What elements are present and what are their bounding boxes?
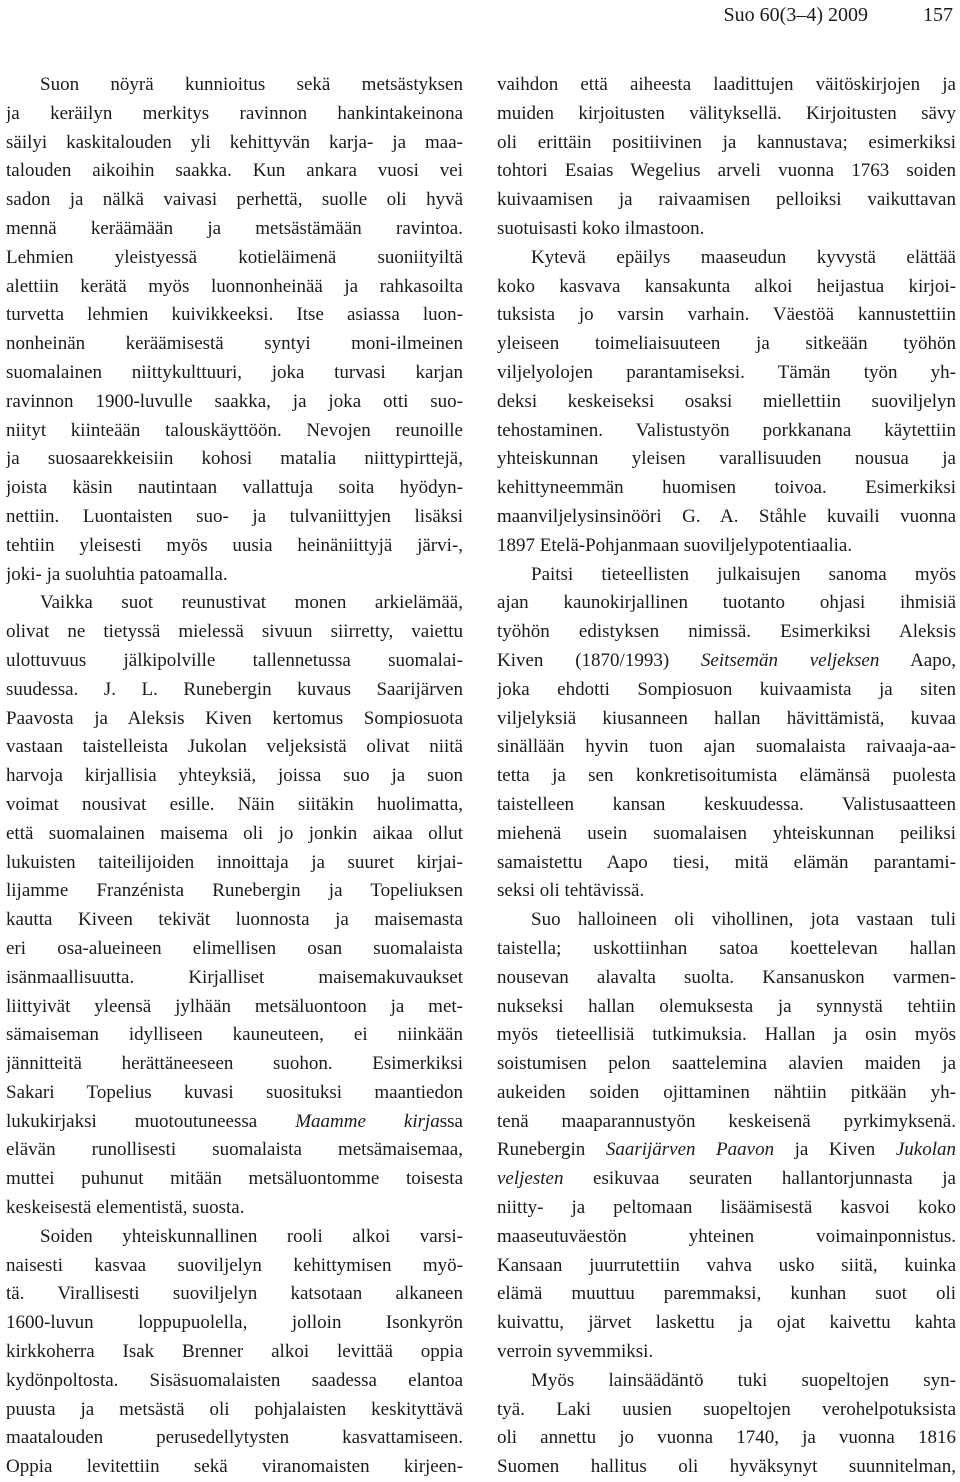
text-line: ja suosaarekkeisiin kohosi matalia niittypirttejä,: [6, 448, 463, 470]
text-line: jännitteitä herättäneeseen suohon. Esimerkiksi: [6, 1053, 463, 1075]
text-line: tehostaminen. Valistustyön porkkanana käytettiin: [497, 419, 956, 441]
text-line: turvetta lehmien kuivikkeeksi. Itse asiassa luon-: [6, 304, 463, 326]
page-header: [0, 0, 960, 40]
text-line: isänmaallisuutta. Kirjalliset maisemakuvaukset: [6, 966, 463, 988]
text-line: viljelyolojen parantamiseksi. Tämän työn yh-: [497, 361, 956, 383]
text-line: että suomalainen maisema oli jo jonkin aikaa ollut: [6, 822, 463, 844]
text-line: Paavosta ja Aleksis Kiven kertomus Sompiosuota: [6, 707, 463, 729]
text-line: naisesti kasvaa suoviljelyn kehittymisen myö-: [6, 1254, 463, 1276]
text-line: tyä. Laki uusien suopeltojen verohelpotuksista: [497, 1398, 956, 1420]
text-line: Kytevä epäilys maaseudun kyvystä elättää: [531, 246, 956, 268]
text-line: muiden kirjoitusten välityksellä. Kirjoitusten sävy: [497, 102, 956, 124]
text-line: koko kasvava kansakunta alkoi heijastua kirjoi-: [497, 275, 956, 297]
text-line: suudessa. J. L. Runebergin kuvaus Saarijärven: [6, 678, 463, 700]
text-line: ajan kaunokirjallinen tuotanto ohjasi ihmisiä: [497, 592, 956, 614]
text-line: kuivaamisen ja raivaamisen pelloiksi vaikuttavan: [497, 189, 956, 211]
text-line: voimat nousivat esille. Näin siitäkin huolimatta,: [6, 793, 463, 815]
text-line: aukeiden soiden ojittaminen nähtiin pitkään yh-: [497, 1081, 956, 1103]
text-line: tohtori Esaias Wegelius arveli vuonna 1763 soiden: [497, 160, 956, 182]
text-line: niitty- ja peltomaan lisäämisestä kasvoi koko: [497, 1197, 956, 1219]
text-line: vaihdon että aiheesta laadittujen väitöskirjojen ja: [497, 74, 956, 95]
text-span: lukukirjaksi muotoutuneessa: [6, 1110, 296, 1132]
text-line: kydönpoltosta. Sisäsuomalaisten saadessa elantoa: [6, 1369, 463, 1391]
text-line: Lehmien yleistyessä kotieläimenä suoniityiltä: [6, 246, 463, 268]
text-line: viljelyksiä kiusanneen hallan hävittämistä, kuvaa: [497, 707, 956, 729]
text-line: suomalainen niittykulttuuri, joka turvasi karjan: [6, 361, 463, 383]
text-line: lukuisten taiteilijoiden innoittaja ja suuret kirjai-: [6, 851, 463, 873]
text-line: Sakari Topelius kuvasi suosituksi maantiedon: [6, 1081, 463, 1103]
text-line: kautta Kiveen tekivät luonnosta ja maisemasta: [6, 909, 463, 931]
text-line: elämä muuttuu paremmaksi, kunhan suot oli: [497, 1283, 956, 1305]
text-line: Vaikka suot reunustivat monen arkielämää,: [40, 592, 463, 614]
text-line: harvoja kirjallisia yhteyksiä, joissa suo ja suon: [6, 765, 463, 787]
text-line: joka ehdotti Sompiosuon kuivaamista ja siten: [497, 678, 956, 700]
text-line: nukseksi hallan olemuksesta ja synnystä tehtiin: [497, 995, 956, 1017]
text-line: nettiin. Luontaisten suo- ja tulvaniittyjen lisäksi: [6, 505, 463, 527]
italic-title: veljesten: [497, 1168, 564, 1190]
text-line: yhteiskunnan yleisen varallisuuden nousua ja: [497, 448, 956, 470]
text-line: liittyivät yleensä jylhään metsäluontoon ja met-: [6, 995, 463, 1017]
text-line: ja keräilyn merkitys ravinnon hankintakeinona: [6, 102, 463, 124]
text-line: suotuisasti koko ilmastoon.: [497, 217, 705, 239]
journal-citation: Suo 60(3–4) 2009: [723, 4, 868, 26]
text-line: ulottuvuus jälkipolville tallennetussa suomalai-: [6, 649, 463, 671]
text-line: verroin syvemmiksi.: [497, 1341, 654, 1363]
text-line: kuivattu, järvet laskettu ja ojat kaivettu kahta: [497, 1312, 956, 1334]
text-line: lijamme Franzénista Runebergin ja Topeliuksen: [6, 880, 463, 902]
text-line: talouden aikoihin saakka. Kun ankara vuosi vei: [6, 160, 463, 182]
text-line: samaistettu Aapo tiesi, mitä elämän parantami-: [497, 851, 956, 873]
text-line: niityt kiinteään talouskäyttöön. Nevojen reunoille: [6, 419, 463, 441]
text-line: sadon ja nälkä vaivasi perhettä, suolle oli hyvä: [6, 189, 463, 211]
text-line: Suo halloineen oli vihollinen, jota vastaan tuli: [531, 909, 956, 931]
text-line: deksi keskeiseksi osaksi miellettiin suoviljelyn: [497, 390, 956, 412]
text-line: nonheinän keräämisestä syntyi moni-ilmeinen: [6, 333, 463, 355]
text-line: mennä keräämään ja metsästämään ravintoa.: [6, 217, 463, 239]
text-line: joki- ja suoluhtia patoamalla.: [6, 563, 228, 585]
text-line: [497, 1165, 956, 1194]
text-line: tetta ja sen konkretisoitumista elämänsä puolesta: [497, 765, 956, 787]
text-line: tä. Virallisesti suoviljelyn katsotaan alkaneen: [6, 1283, 463, 1305]
text-line: tenä maaparannustyön keskeisenä pyrkimyksenä.: [497, 1110, 956, 1132]
italic-title: Seitsemän veljeksen: [700, 649, 880, 671]
text-line: ravinnon 1900-luvulle saakka, ja joka otti suo-: [6, 390, 463, 412]
text-line: alettiin kerätä myös luonnonheinää ja rahkasoilta: [6, 275, 463, 297]
text-line: [497, 647, 956, 676]
left-text-column: [6, 71, 463, 1482]
text-line: tehtiin yleisesti myös uusia heinäniittyjä järvi-,: [6, 534, 463, 556]
text-line: [497, 1136, 956, 1165]
text-line: Oppia levitettiin sekä viranomaisten kirjeen-: [6, 1456, 463, 1478]
text-line: nousevan alavalta suolta. Kansanuskon varmen-: [497, 966, 956, 988]
text-line: työhön edistyksen nimissä. Esimerkiksi Aleksis: [497, 621, 956, 643]
text-line: tuksista jo varsin varhain. Väestöä kannustettiin: [497, 304, 956, 326]
text-line: joista käsin nautintaan vallattuja soita hyödyn-: [6, 477, 463, 499]
text-line: myös tieteellisiä tutkimuksia. Hallan ja osin myös: [497, 1024, 956, 1046]
text-line: eri osa-alueineen elimellisen osan suomalaista: [6, 937, 463, 959]
text-line: sämaiseman idylliseen kauneuteen, ei niinkään: [6, 1024, 463, 1046]
text-line: oli erittäin positiivinen ja kannustava; esimerkiksi: [497, 131, 956, 153]
page-number: 157: [923, 4, 953, 26]
text-line: kirkkoherra Isak Brenner alkoi levittää oppia: [6, 1341, 463, 1363]
text-line: elävän runollisesti suomalaista metsämaisemaa,: [6, 1139, 463, 1161]
text-span: Runebergin: [497, 1139, 606, 1161]
text-line: maatalouden perusedellytysten kasvattamiseen.: [6, 1427, 463, 1449]
text-line: maanviljelysinsinööri G. A. Ståhle kuvaili vuonna: [497, 505, 956, 527]
text-line: taistella; uskottiinhan satoa koettelevan hallan: [497, 937, 956, 959]
text-line: oli annettu jo vuonna 1740, ja vuonna 1816: [497, 1427, 956, 1449]
text-line: säilyi kaskitalouden yli kehittyvän karja- ja maa-: [6, 131, 463, 153]
text-line: keskeisestä elementistä, suosta.: [6, 1197, 245, 1219]
text-span: ja Kiven: [774, 1139, 896, 1161]
text-line: Suon nöyrä kunnioitus sekä metsästyksen: [40, 74, 463, 95]
text-line: soistumisen pelon saattelemina alavien maiden ja: [497, 1053, 956, 1075]
text-span: Aapo,: [879, 649, 956, 671]
text-line: 1897 Etelä-Pohjanmaan suoviljelypotentiaalia.: [497, 534, 853, 556]
text-line: seksi oli tehtävissä.: [497, 880, 645, 902]
text-line: kehittyneemmän huomisen toivoa. Esimerkiksi: [497, 477, 956, 499]
text-line: vastaan taistelleista Jukolan veljeksistä olivat niitä: [6, 736, 463, 758]
text-line: Suomen hallitus oli hyväksynyt suunnitelman,: [497, 1456, 956, 1478]
text-span: esikuvaa seuraten hallantorjunnasta ja: [563, 1168, 956, 1190]
text-span: Kiven (1870/1993): [497, 649, 701, 671]
italic-title: Maamme kirja: [295, 1110, 440, 1132]
text-line: [6, 1108, 463, 1137]
right-text-column: [497, 71, 956, 1482]
text-line: sinällään hyvin tuon ajan suomalaista raivaaja-aa-: [497, 736, 956, 758]
italic-title: Jukolan: [895, 1139, 956, 1161]
text-line: taistelleen kansan keskuudessa. Valistusaatteen: [497, 793, 956, 815]
text-line: 1600-luvun loppupuolella, jolloin Isonkyrön: [6, 1312, 463, 1334]
text-line: puusta ja metsästä oli pohjalaisten keskityttävä: [6, 1398, 463, 1420]
text-line: Myös lainsäädäntö tuki suopeltojen syn-: [531, 1369, 956, 1391]
text-line: Soiden yhteiskunnallinen rooli alkoi varsi-: [40, 1225, 463, 1247]
text-line: Kansaan juurrutettiin vahva usko siitä, kuinka: [497, 1254, 956, 1276]
text-line: muttei puhunut mitään metsäluontomme toisesta: [6, 1168, 463, 1190]
text-line: miehenä usein suomalaisen yhteiskunnan peiliksi: [497, 822, 956, 844]
italic-title: Saarijärven Paavon: [605, 1139, 775, 1161]
text-line: yleiseen toimeliaisuuteen ja sitkeään työhön: [497, 333, 956, 355]
text-line: Paitsi tieteellisten julkaisujen sanoma myös: [531, 563, 956, 585]
text-span: ssa: [439, 1110, 463, 1132]
text-line: olivat ne tietyssä mielessä sivuun siirretty, vaiettu: [6, 621, 463, 643]
text-line: maaseutuväestön yhteinen voimainponnistus.: [497, 1225, 956, 1247]
